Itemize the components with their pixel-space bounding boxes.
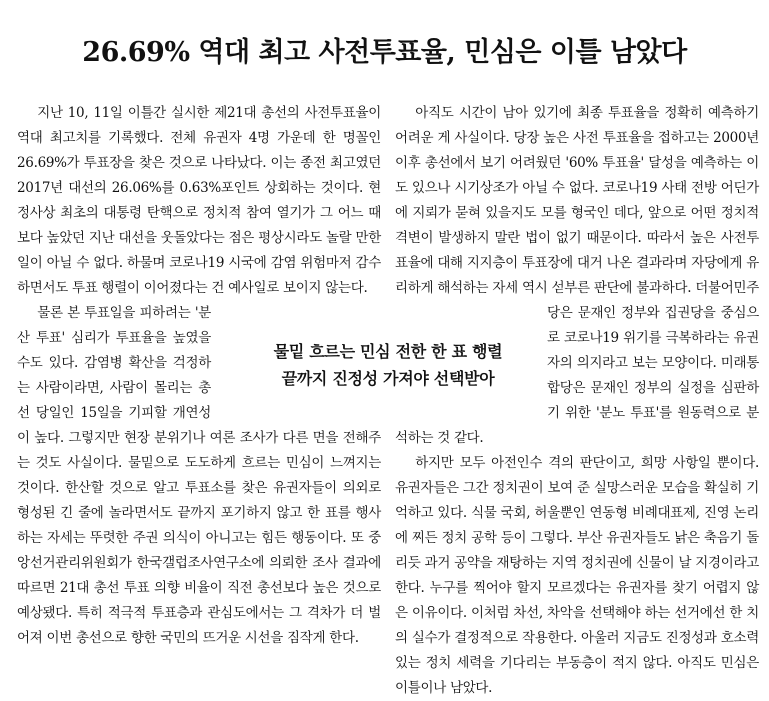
article-paragraph-2: 물론 본 투표일을 피하려는 '분산 투표' 심리가 투표율을 높였을 수도 있다. 감염병 확산을 걱정하는 사람이라면, 사람이 몰리는 총선 당일인 15일을 기피할 개연성이 높다. 그렇지만 현장 분위기나 여론 조사가 다른 면을 전해주는 것도 사실이다. 물밑으로 도도하게 흐르는 민심이 느껴지는 것이다. 한산할 것으로 알고 투표소를 찾은 유권자들이 의외로 형성된 긴 줄에 놀라면서도 끝까지 포기하지 않고 한 표를 행사하는 자세는 뚜렷한 주권 의식이 아니고는 힘든 행동이다. 또 중앙선거관리위원회가 한국갤럽조사연구소에 의뢰한 조사 결과에 따르면 21대 총선 투표 의향 비율이 직전 총선보다 높은 것으로 예상됐다. 특히 적극적 투표층과 관심도에서는 그 격차가 더 벌어져 이번 총선으로 향한 국민의 뜨거운 시선을 짐작게 한다. xyxy=(17,305,381,646)
pullquote xyxy=(240,338,536,392)
article-paragraph-1: 지난 10, 11일 이틀간 실시한 제21대 총선의 사전투표율이 역대 최고치를 기록했다. 전체 유권자 4명 가운데 한 명꼴인 26.69%가 투표장을 찾은 것으로 나타났다. 이는 종전 최고였던 2017년 대선의 26.06%를 0.63%포인트 상회하는 것이다. 현정사상 최초의 대통령 탄핵으로 정치적 참여 열기가 그 어느 때보다 높았던 지난 대선을 웃돌았다는 점은 평상시라도 놀랄 만한 일이 아닐 수 없다. 하물며 코로나19 시국에 감염 위험마저 감수하면서도 투표 행렬이 이어졌다는 건 예사일로 보이지 않는다. xyxy=(17,105,381,296)
article-column-right xyxy=(395,101,759,701)
article-paragraph-4: 하지만 모두 아전인수 격의 판단이고, 희망 사항일 뿐이다. 유권자들은 그간 정치권이 보여 준 실망스러운 모습을 확실히 기억하고 있다. 식물 국회, 허울뿐인 연동형 비례대표제, 진영 논리에 찌든 정치 공학 등이 그렇다. 부산 유권자들도 낡은 축음기 돌리듯 과거 공약을 재탕하는 지역 정치권에 신물이 날 지경이라고 한다. 누구를 찍어야 할지 모르겠다는 유권자를 찾기 어렵지 않은 이유이다. 이처럼 차선, 차악을 선택해야 하는 선거에선 한 치의 실수가 결정적으로 작용한다. 아울러 지금도 진정성과 호소력 있는 정치 세력을 기다리는 부동층이 적지 않다. 아직도 민심은 이틀이나 남았다. xyxy=(395,455,759,696)
pullquote-line-2: 끝까지 진정성 가져야 선택받아 xyxy=(281,369,495,388)
article-paragraph-3: 아직도 시간이 남아 있기에 최종 투표율을 정확히 예측하기 어려운 게 사실이다. 당장 높은 사전 투표율을 접하고는 2000년 이후 총선에서 보기 어려웠던 '60% 투표율' 달성을 예측하는 이도 있으나 시기상조가 아닐 수 없다. 코로나19 사태 전방 어딘가에 지뢰가 묻혀 있을지도 모를 형국인 데다, 앞으로 어떤 정치적 격변이 발생하지 말란 법이 없기 때문이다. 따라서 높은 사전투표율에 대해 지지층이 투표장에 대거 나온 결과라며 자당에게 유리하게 해석하는 자세 역시 섣부른 판단에 불과하다. 더불어민주당은 문재인 정부와 집권당을 중심으로 코로나19 위기를 극복하라는 유권자의 의지라고 보는 모양이다. 미래통합당은 문재인 정부의 실정을 심판하기 위한 '분노 투표'를 원동력으로 분석하는 것 같다. xyxy=(395,105,759,446)
headline: 26.69% 역대 최고 사전투표율, 민심은 이틀 남았다 xyxy=(82,37,687,68)
pullquote-line-1: 물밑 흐르는 민심 전한 한 표 행렬 xyxy=(273,342,503,361)
